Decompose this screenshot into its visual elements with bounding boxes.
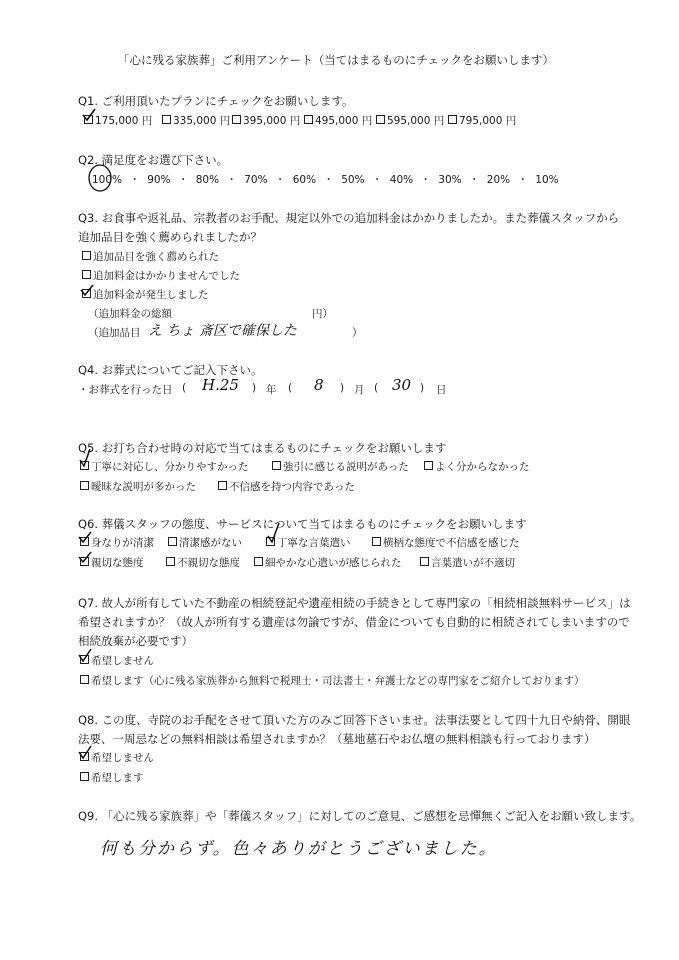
q3-option[interactable]: 追加料金はかかりませんでした — [82, 268, 240, 283]
check-mark-icon — [78, 530, 92, 544]
check-mark-icon — [78, 448, 94, 468]
q4-paren-close: ) — [252, 382, 257, 394]
q1-option[interactable]: 335,000 円 — [162, 113, 230, 128]
q7-option[interactable]: 希望します（心に残る家族葬から無料で税理士・司法書士・弁護士などの専門家をご紹介しております） — [80, 673, 585, 688]
q4-date-label: ・お葬式を行った日 — [78, 384, 173, 396]
q1-option[interactable]: 395,000 円 — [232, 113, 300, 128]
checkbox-icon[interactable] — [80, 481, 89, 490]
checkbox-icon[interactable] — [448, 115, 457, 124]
q3-option[interactable]: 追加料金が発生しました — [82, 287, 209, 302]
q6-option[interactable]: 清潔感がない — [168, 535, 242, 550]
check-mark-icon — [266, 522, 282, 544]
checkbox-icon[interactable] — [80, 675, 89, 684]
checkbox-icon[interactable] — [424, 461, 433, 470]
survey-title: 「心に残る家族葬」ご利用アンケート（当てはまるものにチェックをお願いします） — [118, 53, 554, 67]
checkbox-icon[interactable] — [232, 115, 241, 124]
q6-option[interactable]: 細やかな心遣いが感じられた — [254, 555, 402, 570]
q6-option[interactable]: 身なりが清潔 — [80, 535, 154, 550]
q2-scale: 100% ・ 90% ・ 80% ・ 70% ・ 60% ・ 50% ・ 40% ・ 30% ・ 20% ・ 10% — [92, 174, 559, 186]
q6-option[interactable]: 言葉遣いが不適切 — [420, 555, 515, 570]
q5-option[interactable]: 曖昧な説明が多かった — [80, 479, 196, 494]
q7-option[interactable]: 希望しません — [80, 653, 154, 668]
checkbox-icon[interactable] — [376, 115, 385, 124]
q3-option[interactable]: 追加品目を強く薦められた — [82, 249, 219, 264]
q4-paren-open: ( — [374, 382, 379, 394]
q7-question-line3: 相続放棄が必要です） — [78, 634, 193, 648]
q3-total-label: （追加料金の総額 — [88, 308, 172, 320]
q4-era-year[interactable]: H.25 — [202, 376, 239, 394]
check-mark-icon — [80, 283, 94, 297]
q8-question-line1: Q8. この度、寺院のお手配をさせて頂いた方のみご回答下さいませ。法事法要として四十九日や納骨、開眼 — [78, 713, 631, 727]
check-mark-icon — [78, 647, 92, 663]
q1-option[interactable]: 175,000 円 — [84, 113, 152, 128]
q1-option[interactable]: 495,000 円 — [304, 113, 372, 128]
checkbox-icon[interactable] — [82, 270, 91, 279]
q5-option[interactable]: よく分からなかった — [424, 459, 530, 474]
q4-question: Q4. お葬式についてご記入下さい。 — [78, 363, 263, 377]
checkbox-icon[interactable] — [254, 557, 263, 566]
q6-option[interactable]: 不親切な態度 — [166, 555, 240, 570]
q8-question-line2: 法要、一周忌などの無料相談は希望されますか？（墓地墓石やお仏壇の無料相談も行っております） — [78, 732, 596, 746]
q5-question: Q5. お打ち合わせ時の対応で当てはまるものにチェックをお願いします — [78, 441, 447, 455]
checkbox-icon[interactable] — [82, 251, 91, 260]
checkbox-icon[interactable] — [168, 537, 177, 546]
q4-paren-open: ( — [288, 382, 293, 394]
q6-option[interactable]: 丁寧な言葉遣い — [266, 535, 351, 550]
q1-option[interactable]: 795,000 円 — [448, 113, 516, 128]
q7-question-line1: Q7. 故人が所有していた不動産の相続登記や遺産相続の手続きとして専門家の「相続相談無料サービス」は — [78, 596, 631, 610]
q9-question: Q9. 「心に残る家族葬」や「葬儀スタッフ」に対してのご意見、ご感想を忌憚無くご記入をお願い致します。 — [78, 809, 642, 823]
q6-option[interactable]: 親切な態度 — [80, 555, 144, 570]
q1-option[interactable]: 595,000 円 — [376, 113, 444, 128]
q3-items-handwritten: え ちょ 斎区で確保した — [148, 323, 297, 339]
q4-day-unit: 日 — [436, 384, 447, 396]
checkbox-icon[interactable] — [372, 537, 381, 546]
checkbox-icon[interactable] — [218, 481, 227, 490]
q7-question-line2: 希望されますか？（故人が所有する遺産は勿論ですが、借金についても自動的に相続されてしまいますので — [78, 615, 630, 629]
q3-items-close: ） — [352, 327, 363, 339]
q3-total-unit: 円） — [312, 308, 333, 320]
q3-question-line2: 追加品目を強く薦められましたか？ — [78, 230, 262, 244]
q9-handwritten-answer[interactable]: 何も分からず。色々ありがとうございました。 — [100, 839, 498, 859]
q6-question: Q6. 葬儀スタッフの態度、サービスについて当てはまるものにチェックをお願いします — [78, 517, 527, 531]
check-mark-icon — [82, 108, 96, 122]
checkbox-icon[interactable] — [420, 557, 429, 566]
q4-paren-close: ) — [340, 382, 345, 394]
q4-year-unit: 年 — [266, 384, 277, 396]
q8-option[interactable]: 希望しません — [80, 750, 154, 765]
checkbox-icon[interactable] — [162, 115, 171, 124]
q2-question: Q2. 満足度をお選び下さい。 — [78, 153, 229, 167]
circle-mark-icon — [85, 163, 115, 193]
q5-option[interactable]: 不信感を持つ内容であった — [218, 479, 355, 494]
q4-month-unit: 月 — [354, 384, 365, 396]
q5-option[interactable]: 強引に感じる説明があった — [272, 459, 409, 474]
checkbox-icon[interactable] — [80, 772, 89, 781]
q3-items-label: （追加品目 — [88, 327, 141, 339]
q4-paren-close: ) — [420, 382, 425, 394]
checkbox-icon[interactable] — [166, 557, 175, 566]
checkbox-icon[interactable] — [304, 115, 313, 124]
q6-option[interactable]: 横柄な態度で不信感を感じた — [372, 535, 520, 550]
q4-paren-open: ( — [182, 382, 187, 394]
check-mark-icon — [78, 744, 92, 760]
q8-option[interactable]: 希望します — [80, 770, 144, 785]
q4-month[interactable]: 8 — [314, 376, 324, 394]
checkbox-icon[interactable] — [272, 461, 281, 470]
q1-question: Q1. ご利用頂いたプランにチェックをお願いします。 — [78, 94, 354, 108]
check-mark-icon — [78, 550, 92, 564]
q4-day[interactable]: 30 — [392, 376, 412, 394]
q5-option[interactable]: 丁寧に対応し、分かりやすかった — [80, 459, 249, 474]
q3-question-line1: Q3. お食事や返礼品、宗教者のお手配、規定以外での追加料金はかかりましたか。また葬儀スタッフから — [78, 211, 620, 225]
